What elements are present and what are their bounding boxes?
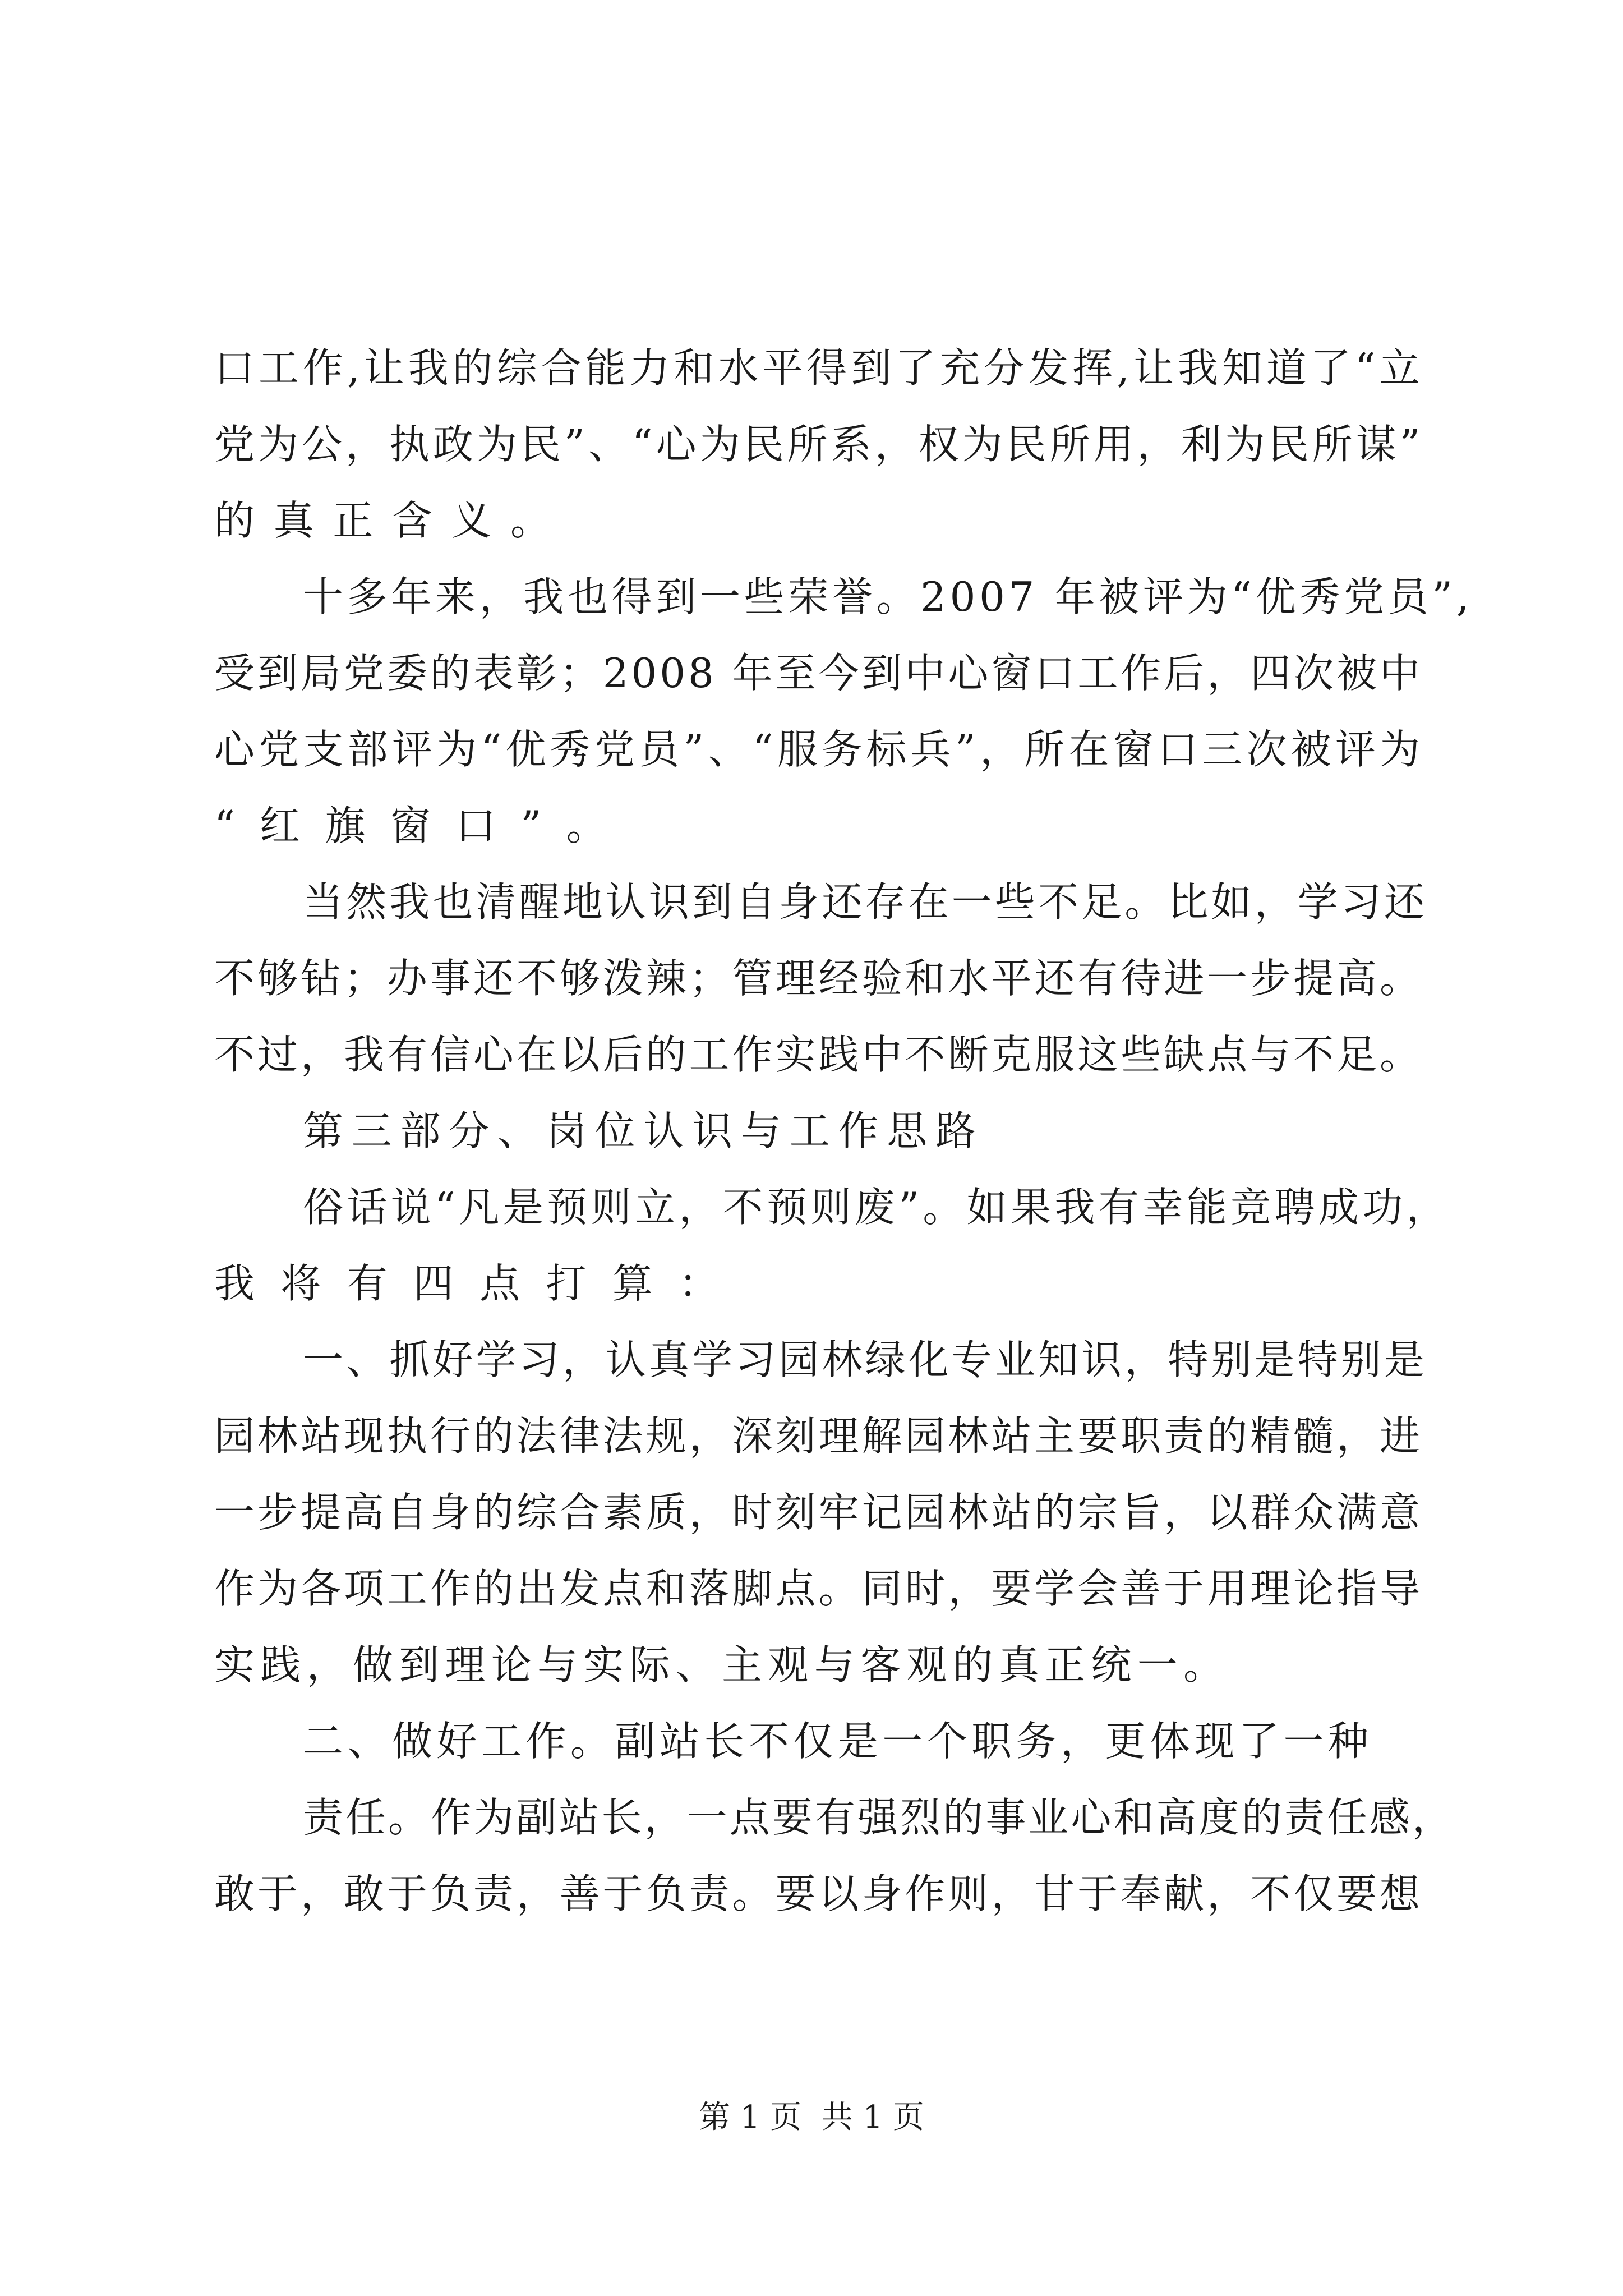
text-line: 一、抓好学习，认真学习园林绿化专业知识，特别是特别是	[303, 1336, 1428, 1383]
text-line: 责任。作为副站长，一点要有强烈的事业心和高度的责任感，	[303, 1794, 1455, 1841]
text-line: 我将有四点打算：	[214, 1260, 745, 1307]
text-line: 口工作,让我的综合能力和水平得到了充分发挥,让我知道了“立	[214, 344, 1424, 392]
text-line: “红旗窗口”。	[214, 802, 631, 849]
text-line: 一步提高自身的综合素质，时刻牢记园林站的宗旨，以群众满意	[214, 1489, 1423, 1536]
text-line: 十多年来，我也得到一些荣誉。2007 年被评为“优秀党员”,	[303, 573, 1473, 620]
text-line: 不够钻；办事还不够泼辣；管理经验和水平还有待进一步提高。	[214, 955, 1423, 1002]
text-line: 的真正含义。	[214, 497, 570, 544]
text-line: 实践，做到理论与实际、主观与客观的真正统一。	[214, 1641, 1230, 1688]
text-line: 二、做好工作。副站长不仅是一个职务，更体现了一种	[303, 1718, 1373, 1765]
page-footer: 第 1 页 共 1 页	[698, 2099, 925, 2136]
text-line: 敢于，敢于负责，善于负责。要以身作则，甘于奉献，不仅要想	[214, 1870, 1423, 1917]
text-line: 俗话说“凡是预则立，不预则废”。如果我有幸能竞聘成功，	[303, 1184, 1451, 1231]
text-line: 党为公，执政为民”、“心为民所系，权为民所用，利为民所谋”	[214, 421, 1424, 468]
text-line: 作为各项工作的出发点和落脚点。同时，要学会善于用理论指导	[214, 1565, 1423, 1612]
section-heading: 第三部分、岗位认识与工作思路	[303, 1107, 984, 1154]
text-line: 园林站现执行的法律法规，深刻理解园林站主要职责的精髓，进	[214, 1412, 1423, 1460]
text-line: 心党支部评为“优秀党员”、“服务标兵”，所在窗口三次被评为	[214, 726, 1424, 773]
text-line: 不过，我有信心在以后的工作实践中不断克服这些缺点与不足。	[214, 1031, 1423, 1078]
text-line: 当然我也清醒地认识到自身还存在一些不足。比如，学习还	[303, 878, 1428, 926]
text-line: 受到局党委的表彰；2008 年至今到中心窗口工作后，四次被中	[214, 650, 1423, 697]
